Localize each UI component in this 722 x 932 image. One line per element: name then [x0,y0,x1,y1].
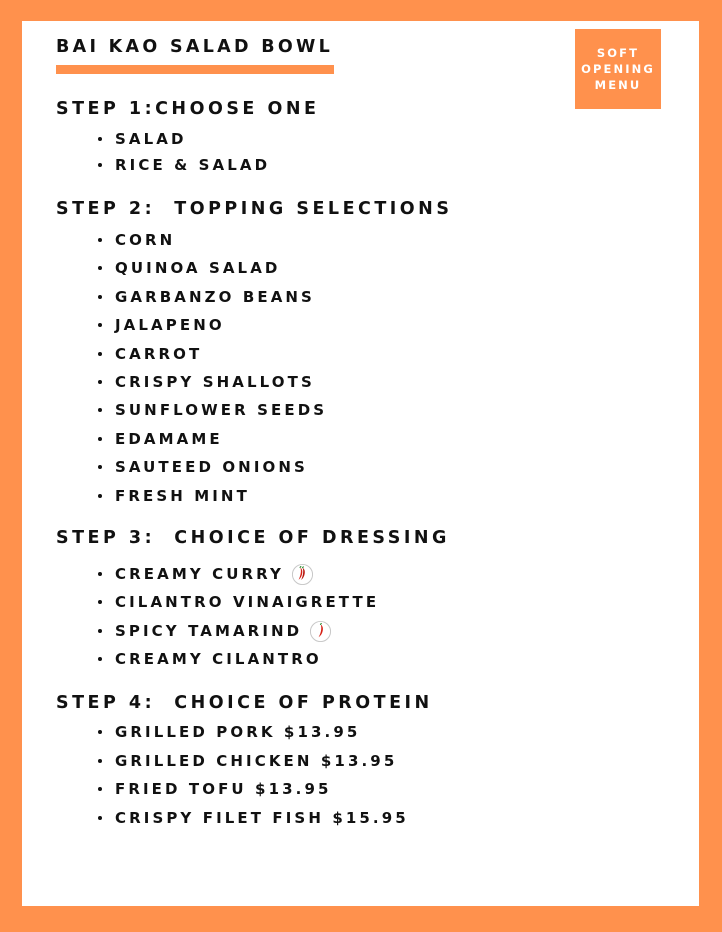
bullet [96,726,109,739]
menu-item-salad [96,127,187,151]
title-underline [56,65,334,74]
menu-item-sauteed-onions [96,455,308,479]
menu-item-grilled-chicken [96,749,397,773]
badge-line: OPENING [581,62,655,76]
menu-item-label: SPICY TAMARIND [115,622,303,640]
menu-item-label: SALAD [115,130,187,148]
menu-item-corn [96,228,175,252]
menu-item-fried-tofu [96,777,332,801]
menu-item-spicy-tamarind [96,619,332,643]
menu-item-carrot [96,342,202,366]
bullet [96,433,109,446]
menu-item-label: QUINOA SALAD [115,259,281,277]
menu-title: BAI KAO SALAD BOWL [56,37,334,57]
bullet [96,653,109,666]
menu-item-label: FRIED TOFU $13.95 [115,780,332,798]
menu-item-jalapeno [96,313,225,337]
bullet [96,262,109,275]
bullet [96,159,109,172]
step-3-heading: STEP 3: CHOICE OF DRESSING [56,528,450,548]
menu-item-label: SAUTEED ONIONS [115,458,308,476]
bullet [96,596,109,609]
menu-item-label: CARROT [115,345,203,363]
menu-item-quinoa-salad [96,256,280,280]
menu-item-sunflower-seeds [96,398,327,422]
menu-item-creamy-cilantro [96,647,322,671]
bullet [96,348,109,361]
menu-item-label: RICE & SALAD [115,156,271,174]
step-4-heading: STEP 4: CHOICE OF PROTEIN [56,693,433,713]
double-chili-icon [291,563,314,586]
bullet [96,376,109,389]
bullet [96,755,109,768]
menu-item-label: CREAMY CURRY [115,565,284,583]
bullet [96,783,109,796]
bullet [96,133,109,146]
menu-item-label: GRILLED CHICKEN $13.95 [115,752,398,770]
chili-icon [309,620,332,643]
badge-line: SOFT [596,46,640,60]
menu-item-label: SUNFLOWER SEEDS [115,401,328,419]
bullet [96,291,109,304]
menu-item-grilled-pork [96,720,360,744]
step-1-heading: STEP 1:CHOOSE ONE [56,99,320,119]
menu-item-label: CRISPY SHALLOTS [115,373,315,391]
menu-item-label: CRISPY FILET FISH $15.95 [115,809,409,827]
bullet [96,461,109,474]
menu-item-label: GRILLED PORK $13.95 [115,723,361,741]
bullet [96,625,109,638]
menu-item-label: CORN [115,231,176,249]
menu-item-garbanzo-beans [96,285,315,309]
menu-item-fresh-mint [96,484,250,508]
menu-page [22,21,699,906]
bullet [96,234,109,247]
bullet [96,568,109,581]
menu-item-rice-salad [96,153,270,177]
menu-item-label: CILANTRO VINAIGRETTE [115,593,380,611]
badge-line: MENU [594,78,642,92]
menu-item-label: GARBANZO BEANS [115,288,315,306]
menu-item-creamy-curry [96,562,314,586]
menu-item-label: EDAMAME [115,430,223,448]
bullet [96,490,109,503]
step-2-heading: STEP 2: TOPPING SELECTIONS [56,199,453,219]
soft-opening-badge [575,29,661,109]
menu-item-cilantro-vinaigrette [96,590,379,614]
menu-item-label: FRESH MINT [115,487,250,505]
menu-item-crispy-shallots [96,370,315,394]
bullet [96,404,109,417]
menu-item-label: JALAPENO [115,316,225,334]
bullet [96,812,109,825]
bullet [96,319,109,332]
menu-item-edamame [96,427,223,451]
menu-item-crispy-filet-fish [96,806,409,830]
menu-item-label: CREAMY CILANTRO [115,650,322,668]
